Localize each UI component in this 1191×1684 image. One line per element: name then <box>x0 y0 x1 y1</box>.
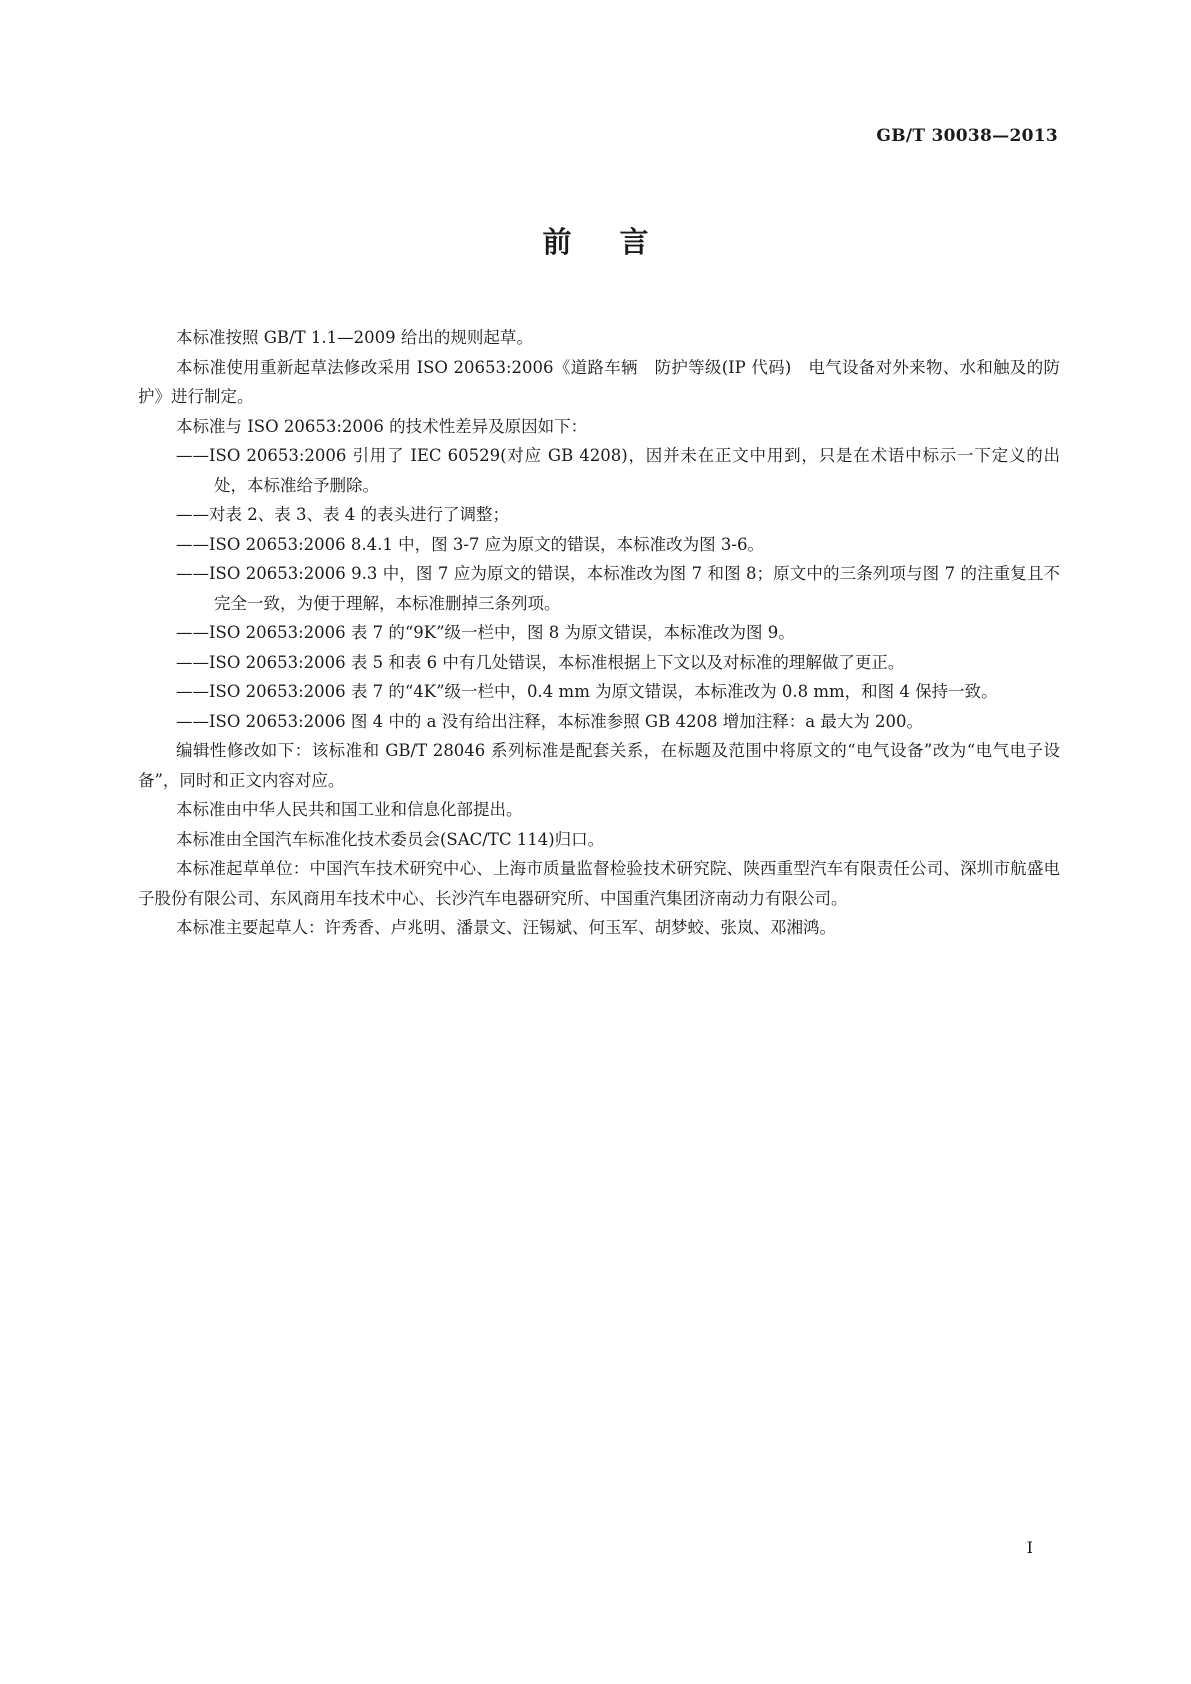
list-item: ——ISO 20653:2006 引用了 IEC 60529(对应 GB 4208)，因并未在正文中用到，只是在术语中标示一下定义的出处，本标准给予删除。 <box>176 446 1060 495</box>
list-item: ——对表 2、表 3、表 4 的表头进行了调整； <box>176 505 509 524</box>
page-title: 前言 <box>542 225 697 259</box>
paragraph-differences-intro: 本标准与 ISO 20653:2006 的技术性差异及原因如下： <box>176 416 588 436</box>
paragraph-adoption: 本标准使用重新起草法修改采用 ISO 20653:2006《道路车辆 防护等级(IP 代码) 电气设备对外来物、水和触及的防护》进行制定。 <box>138 357 1060 406</box>
standard-number: GB/T 30038—2013 <box>876 126 1058 146</box>
list-item: ——ISO 20653:2006 9.3 中，图 7 应为原文的错误，本标准改为图 7 和图 8；原文中的三条列项与图 7 的注重复且不完全一致，为便于理解，本标准删掉三条列项。 <box>176 564 1060 613</box>
paragraph-drafting-units: 本标准起草单位：中国汽车技术研究中心、上海市质量监督检验技术研究院、陕西重型汽车有限责任公司、深圳市航盛电子股份有限公司、东风商用车技术中心、长沙汽车电器研究所、中国重汽集团济南动力有限公司。 <box>138 859 1060 908</box>
paragraph-drafters: 本标准主要起草人：许秀香、卢兆明、潘景文、汪锡斌、何玉军、胡梦蛟、张岚、邓湘鸿。 <box>176 918 836 937</box>
list-item: ——ISO 20653:2006 表 5 和表 6 中有几处错误，本标准根据上下文以及对标准的理解做了更正。 <box>176 652 905 672</box>
list-item: ——ISO 20653:2006 表 7 的“9K”级一栏中，图 8 为原文错误，本标准改为图 9。 <box>176 623 795 642</box>
list-item: ——ISO 20653:2006 表 7 的“4K”级一栏中，0.4 mm 为原文错误，本标准改为 0.8 mm，和图 4 保持一致。 <box>176 682 998 701</box>
foreword-body <box>138 323 1060 943</box>
paragraph-administrator: 本标准由全国汽车标准化技术委员会(SAC/TC 114)归口。 <box>176 829 605 849</box>
page-number: I <box>1026 1538 1033 1557</box>
paragraph-drafting-rules: 本标准按照 GB/T 1.1—2009 给出的规则起草。 <box>176 328 533 347</box>
paragraph-editorial-changes: 编辑性修改如下：该标准和 GB/T 28046 系列标准是配套关系，在标题及范围中将原文的“电气设备”改为“电气电子设备”，同时和正文内容对应。 <box>138 741 1060 790</box>
list-item: ——ISO 20653:2006 图 4 中的 a 没有给出注释，本标准参照 GB 4208 增加注释：a 最大为 200。 <box>176 711 924 731</box>
list-item: ——ISO 20653:2006 8.4.1 中，图 3-7 应为原文的错误，本标准改为图 3-6。 <box>176 534 764 554</box>
paragraph-proposer: 本标准由中华人民共和国工业和信息化部提出。 <box>176 800 523 819</box>
